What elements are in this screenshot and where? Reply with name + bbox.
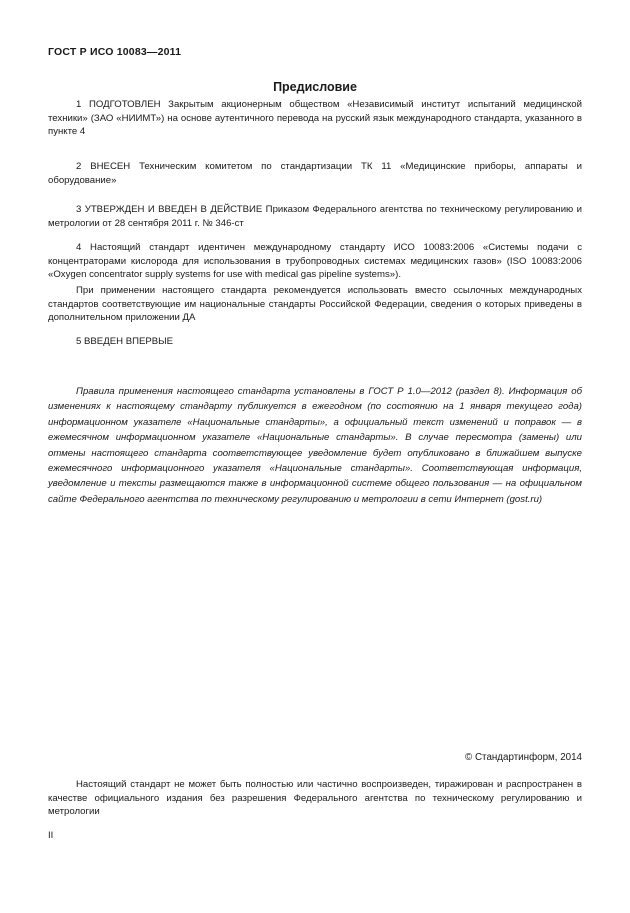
reproduction-notice: Настоящий стандарт не может быть полностью или частично воспроизведен, тиражирован и распространен в качестве официального издания без разрешения Федерального агентства по техническому регулированию и метрологии [48, 779, 582, 818]
paragraph-references: При применении настоящего стандарта рекомендуется использовать вместо ссылочных международных стандартов соответствующие им национальные стандарты Российской Федерации, сведения о которых приведены в дополнительном приложении ДА [48, 285, 582, 324]
copyright-notice: © Стандартинформ, 2014 [465, 752, 582, 763]
rules-note: Правила применения настоящего стандарта установлены в ГОСТ Р 1.0—2012 (раздел 8). Информация об изменениях к настоящему стандарту публикуется в ежегодном (по состоянию на 1 января текущего года) информационном указателе «Национальные стандарты», а официальный текст изменений и поправок — в ежемесячном информационном указателе «Национальные стандарты». В случае пересмотра (замены) или отмены настоящего стандарта соответствующее уведомление будет опубликовано в ближайшем выпуске ежемесячного информационного указателя «Национальные стандарты». Соответствующая информация, уведомление и тексты размещаются также в информационной системе общего пользования — на официальном сайте Федерального агентства по техническому регулированию и метрологии в сети Интернет (gost.ru) [48, 386, 582, 505]
paragraph-approved: 3 УТВЕРЖДЕН И ВВЕДЕН В ДЕЙСТВИЕ Приказом Федерального агентства по техническому регулированию и метрологии от 28 сентября 2011 г. № 346-ст [48, 204, 582, 229]
paragraph-identical: 4 Настоящий стандарт идентичен международному стандарту ИСО 10083:2006 «Системы подачи с концентраторами кислорода для использования в трубопроводных системах медицинских газов» (ISO 10083:2006 «Oxygen concentrator supply systems for use with medical gas pipeline systems»). [48, 242, 582, 281]
page-number: II [48, 830, 54, 841]
paragraph-introduced: 2 ВНЕСЕН Техническим комитетом по стандартизации ТК 11 «Медицинские приборы, аппараты и оборудование» [48, 161, 582, 186]
standard-header: ГОСТ Р ИСО 10083—2011 [48, 46, 182, 58]
paragraph-first-introduced: 5 ВВЕДЕН ВПЕРВЫЕ [76, 336, 174, 347]
page-title: Предисловие [273, 80, 357, 94]
paragraph-prepared: 1 ПОДГОТОВЛЕН Закрытым акционерным обществом «Независимый институт испытаний медицинской техники» (ЗАО «НИИМТ») на основе аутентичного перевода на русский язык международного стандарта, указанного в пункте 4 [48, 99, 582, 138]
